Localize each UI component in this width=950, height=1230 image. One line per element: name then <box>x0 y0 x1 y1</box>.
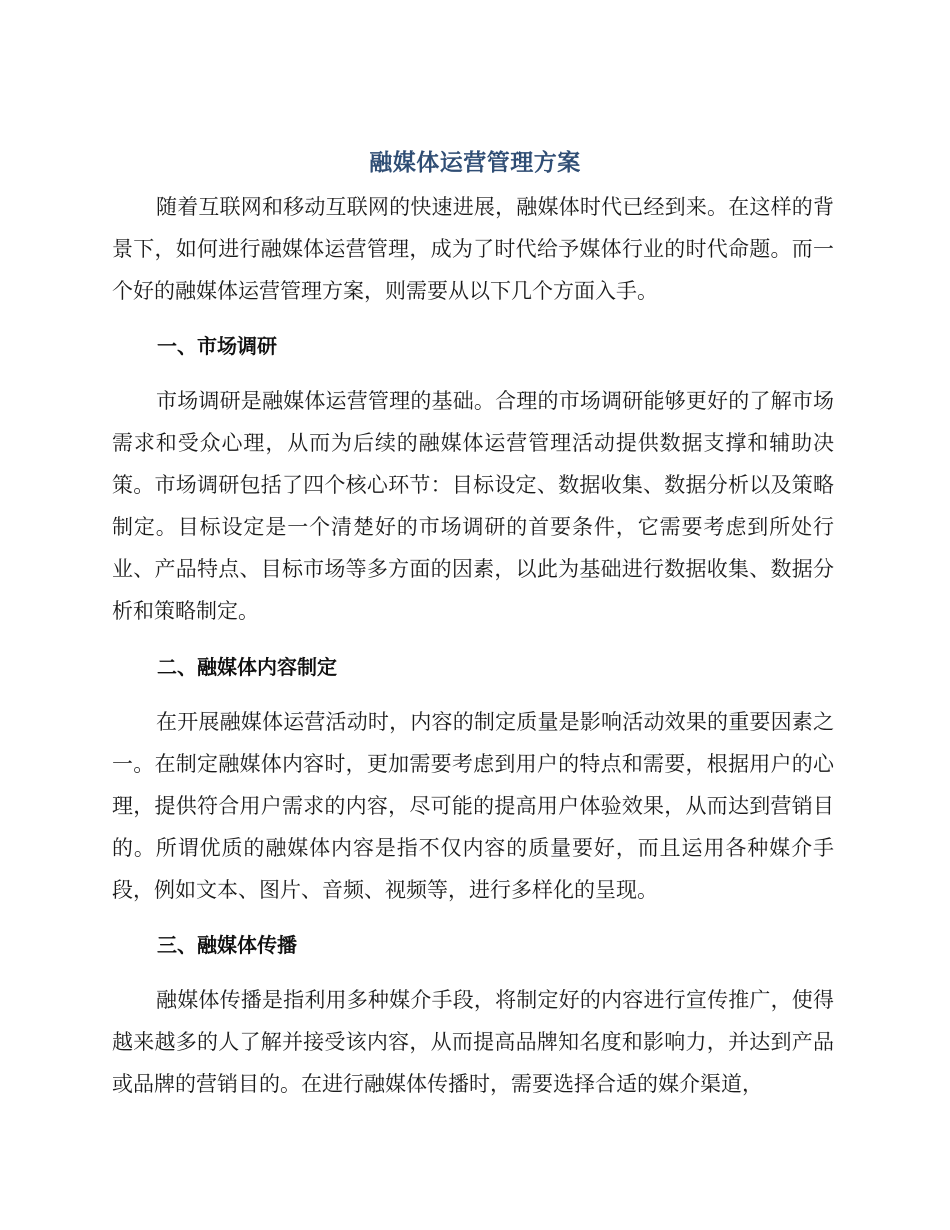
section-heading-distribution: 三、融媒体传播 <box>157 933 297 957</box>
section-heading-market-research: 一、市场调研 <box>157 334 277 358</box>
section-heading-content: 二、融媒体内容制定 <box>157 655 337 679</box>
document-title: 融媒体运营管理方案 <box>369 150 581 176</box>
intro-paragraph: 随着互联网和移动互联网的快速进展，融媒体时代已经到来。在这样的背景下，如何进行融媒体运营管理，成为了时代给予媒体行业的时代命题。而一个好的融媒体运营管理方案，则需要从以下几个方面入手。 <box>112 195 834 303</box>
section-body-market-research: 市场调研是融媒体运营管理的基础。合理的市场调研能够更好的了解市场需求和受众心理，从而为后续的融媒体运营管理活动提供数据支撑和辅助决策。市场调研包括了四个核心环节：目标设定、数据收集、数据分析以及策略制定。目标设定是一个清楚好的市场调研的首要条件，它需要考虑到所处行业、产品特点、目标市场等多方面的因素，以此为基础进行数据收集、数据分析和策略制定。 <box>112 389 834 623</box>
section-body-distribution: 融媒体传播是指利用多种媒介手段，将制定好的内容进行宣传推广，使得越来越多的人了解并接受该内容，从而提高品牌知名度和影响力，并达到产品或品牌的营销目的。在进行融媒体传播时，需要选择合适的媒介渠道， <box>112 988 834 1096</box>
section-body-content: 在开展融媒体运营活动时，内容的制定质量是影响活动效果的重要因素之一。在制定融媒体内容时，更加需要考虑到用户的特点和需要，根据用户的心理，提供符合用户需求的内容，尽可能的提高用户体验效果，从而达到营销目的。所谓优质的融媒体内容是指不仅内容的质量要好，而且运用各种媒介手段，例如文本、图片、音频、视频等，进行多样化的呈现。 <box>112 710 834 902</box>
